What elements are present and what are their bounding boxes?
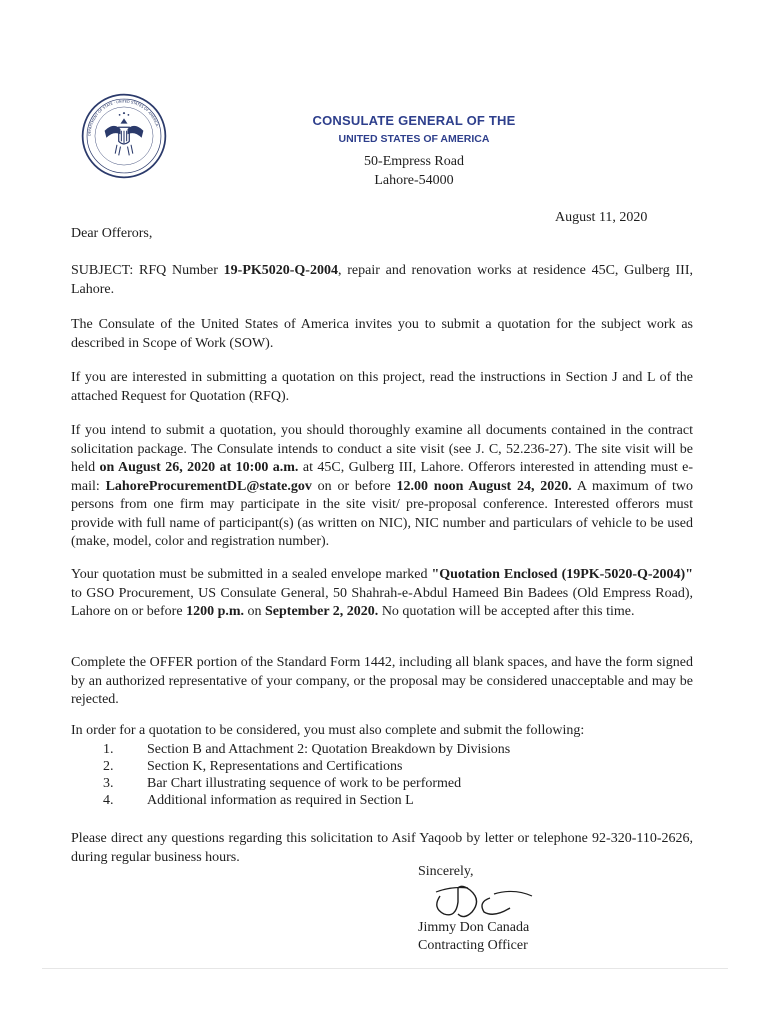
closing: Sincerely, (418, 864, 474, 879)
requirements-list (71, 741, 693, 809)
letterhead-address-line1: 50-Empress Road (364, 154, 464, 169)
letterhead-title: CONSULATE GENERAL OF THE (312, 113, 516, 128)
handwritten-signature-icon (428, 880, 538, 922)
paragraph-contact: Please direct any questions regarding this solicitation to Asif Yaqoob by letter or telephone 92-320-110-2626, during regular business hours. (71, 831, 693, 865)
list-item: 2. Section K, Representations and Certifications (103, 759, 403, 774)
list-item: 3. Bar Chart illustrating sequence of work to be performed (103, 776, 462, 791)
signer-name: Jimmy Don Canada (418, 920, 530, 935)
footer-divider (42, 968, 728, 969)
paragraph-requirements-intro: In order for a quotation to be considered, you must also complete and submit the following: (71, 723, 585, 738)
contact-email: LahoreProcurementDL@state.gov (105, 478, 312, 494)
subject-line: SUBJECT: RFQ Number 19-PK5020-Q-2004, repair and renovation works at residence 45C, Gulberg III, Lahore. (71, 263, 693, 297)
paragraph-offer-form: Complete the OFFER portion of the Standard Form 1442, including all blank spaces, and have the form signed by an authorized representative of your company, or the proposal may be considered unacceptable and may be rejected. (71, 655, 693, 707)
paragraph-instructions: If you are interested in submitting a quotation on this project, read the instructions in Section J and L of the attached Request for Quotation (RFQ). (71, 370, 693, 404)
paragraph-submission: Your quotation must be submitted in a sealed envelope marked "Quotation Enclosed (19PK-5020-Q-2004)" to GSO Procurement, US Consulate General, 50 Shahrah-e-Abdul Hameed Bin Badees (Old Empress Road), Lahore on or before 1200 p.m. on September 2, 2020. No quotation will be accepted after this time. (71, 567, 693, 619)
us-great-seal-icon (80, 92, 168, 180)
rfq-number: 19-PK5020-Q-2004 (223, 263, 338, 278)
paragraph-site-visit: If you intend to submit a quotation, you should thoroughly examine all documents contained in the contract solicitation package. The Consulate intends to conduct a site visit (see J. C, 52.236-27). The site visit will be held on August 26, 2020 at 10:00 a.m. at 45C, Gulberg III, Lahore. Offerors interested in attending must e-mail: LahoreProcurementDL@state.gov on or before 12.00 noon August 24, 2020. A maximum of two persons from one firm may participate in the site visit/ pre-proposal conference. Interested offerors must provide with full name of participant(s) (as written on NIC), NIC number and particulars of vehicle to be used (make, model, color and registration number). (71, 423, 694, 549)
letter-date: August 11, 2020 (555, 210, 648, 225)
signer-title: Contracting Officer (418, 938, 528, 953)
letterhead-subtitle: UNITED STATES OF AMERICA (338, 133, 490, 145)
paragraph-invitation: The Consulate of the United States of America invites you to submit a quotation for the subject work as described in Scope of Work (SOW). (71, 317, 693, 351)
salutation: Dear Offerors, (71, 226, 153, 241)
svg-text:DEPARTMENT OF STATE · UNITED S: DEPARTMENT OF STATE · UNITED STATES OF AMERICA · (87, 99, 160, 137)
signature-block (418, 919, 529, 955)
letterhead-address-line2: Lahore-54000 (374, 173, 454, 188)
list-item: 4. Additional information as required in Section L (103, 793, 414, 808)
list-item: 1. Section B and Attachment 2: Quotation Breakdown by Divisions (103, 742, 511, 757)
